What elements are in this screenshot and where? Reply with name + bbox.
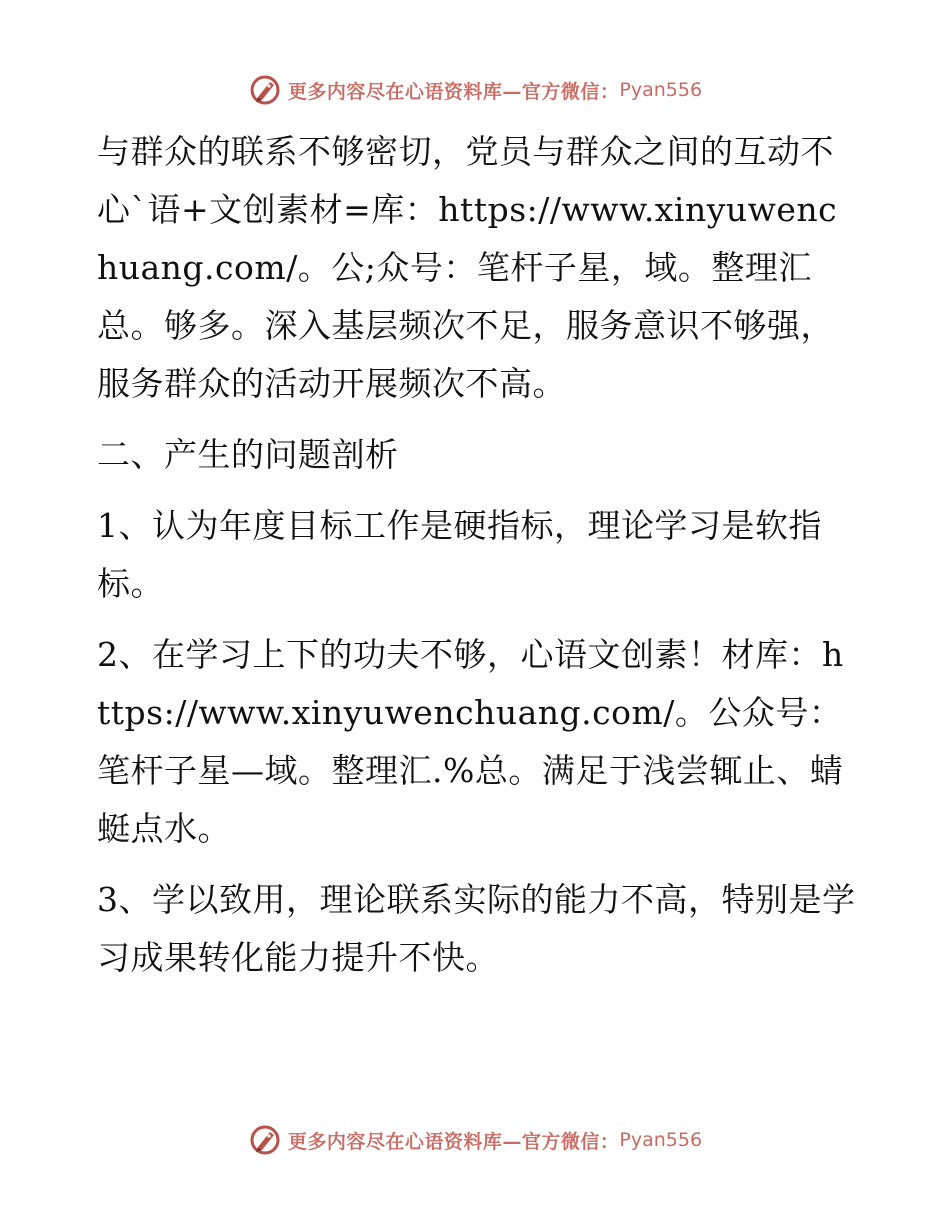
section-heading: 二、产生的问题剖析 — [97, 435, 399, 474]
paragraph-item-1: 1、认为年度目标工作是硬指标，理论学习是软指标。 — [97, 506, 822, 603]
header-banner-text: 更多内容尽在心语资料库—官方微信： — [287, 80, 620, 103]
pen-nib-logo-icon — [248, 73, 282, 107]
header-banner-handle: Pyan556 — [619, 79, 703, 101]
footer-banner — [0, 1120, 950, 1160]
footer-banner-text: 更多内容尽在心语资料库—官方微信： — [287, 1130, 620, 1153]
footer-banner-handle: Pyan556 — [619, 1129, 703, 1151]
document-body — [97, 123, 857, 1000]
paragraph-item-3: 3、学以致用，理论联系实际的能力不高，特别是学习成果转化能力提升不快。 — [97, 880, 856, 977]
paragraph-item-2: 2、在学习上下的功夫不够，心语文创素！材库：https://www.xinyuwenchuang.com/。公众号：笔杆子星—域。整理汇.%总。满足于浅尝辄止、蜻蜓点水。 — [97, 635, 844, 848]
header-banner — [0, 70, 950, 110]
paragraph-contact: 与群众的联系不够密切，党员与群众之间的互动不心`语+文创素材=库：https://www.xinyuwenchuang.com/。公;众号：笔杆子星，域。整理汇总。够多。深入基层频次不足，服务意识不够强，服务群众的活动开展频次不高。 — [97, 132, 838, 403]
pen-nib-logo-icon — [248, 1123, 282, 1157]
